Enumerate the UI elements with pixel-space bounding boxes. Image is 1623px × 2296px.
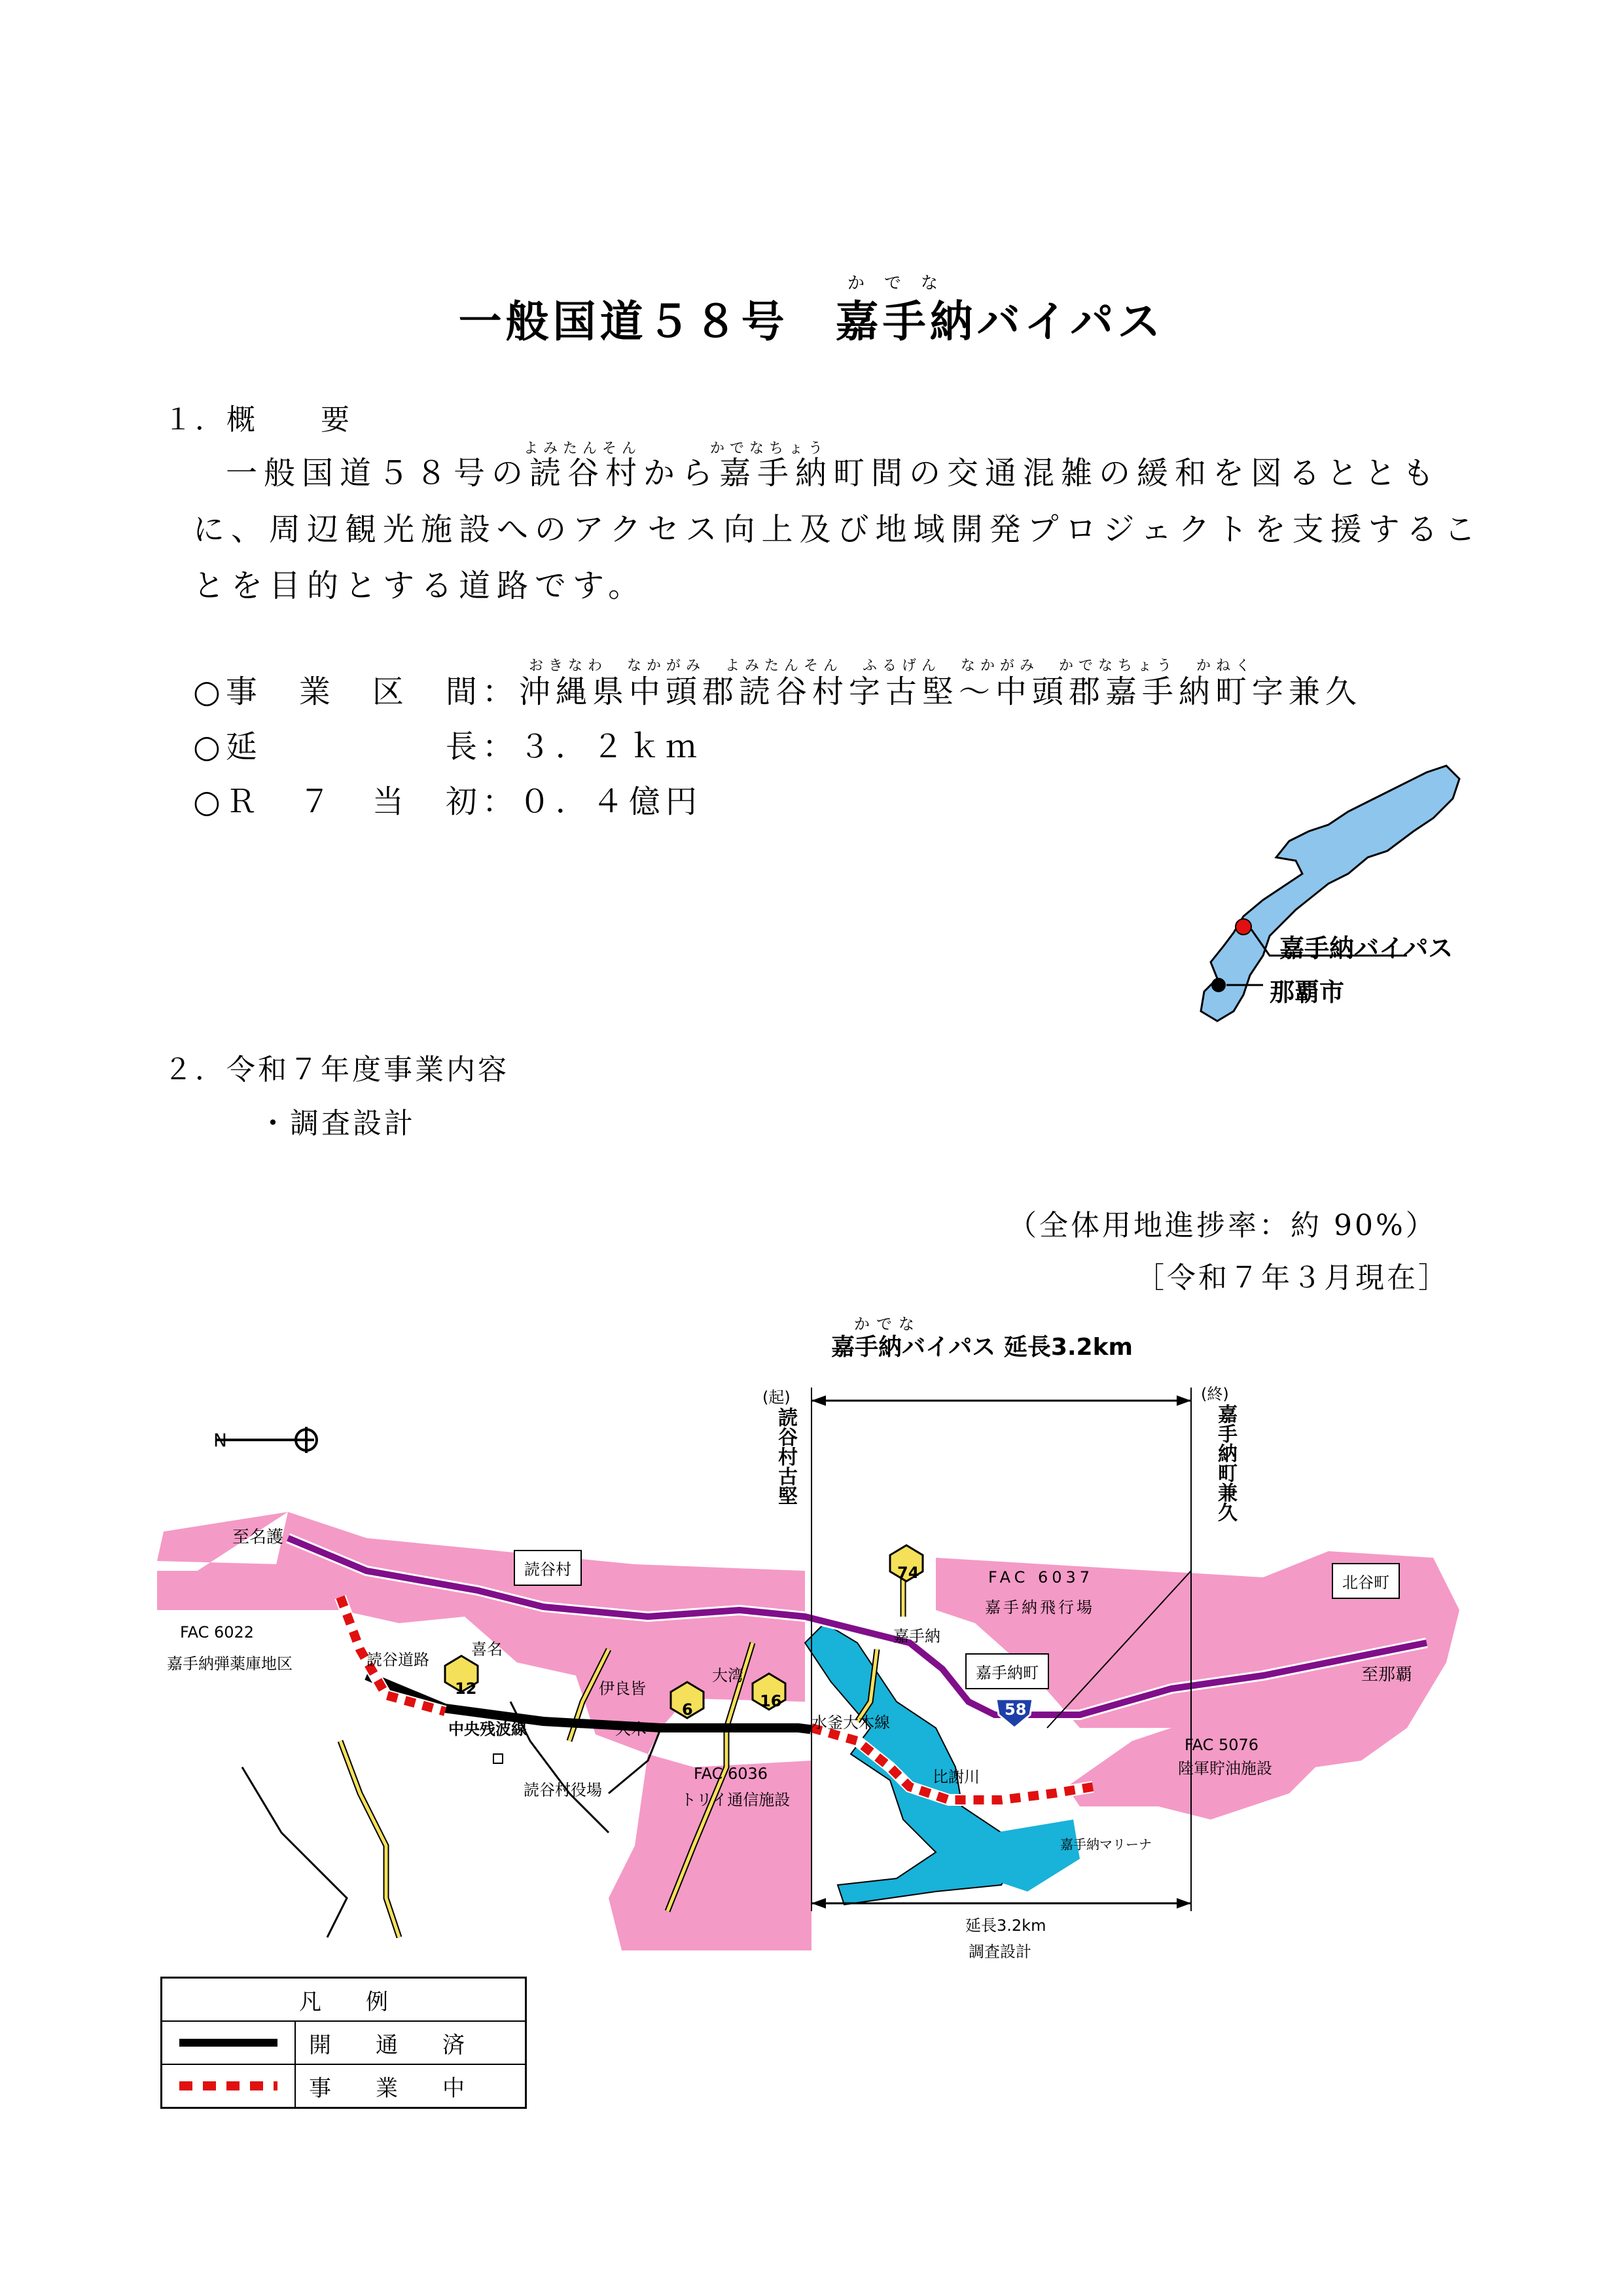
start-place: 読谷村古堅	[774, 1407, 797, 1505]
land-progress: （全体用地進捗率：約 90%）	[1008, 1209, 1437, 1242]
section2-item: ・調査設計	[259, 1107, 416, 1140]
legend-progress-swatch	[162, 2064, 296, 2108]
route-12-label: 12	[455, 1679, 477, 1698]
fac6036-code: FAC 6036	[694, 1765, 768, 1783]
section1-heading: １．概 要	[164, 403, 352, 437]
inset-label-bypass: 嘉手納バイパス	[1279, 934, 1454, 963]
route-58-label: 58	[1005, 1700, 1027, 1719]
naha-marker	[1211, 978, 1226, 992]
hijagawa: 比謝川	[933, 1768, 980, 1786]
fac5076-name: 陸軍貯油施設	[1178, 1759, 1272, 1778]
end-place: 嘉手納町兼久	[1214, 1404, 1237, 1522]
bypass-marker	[1236, 919, 1251, 935]
yomitan-office: 読谷村役場	[524, 1781, 602, 1799]
place-owan: 大湾	[712, 1666, 743, 1685]
place-iramina: 伊良皆	[599, 1679, 646, 1698]
fac6022-name: 嘉手納弾薬庫地区	[167, 1655, 293, 1673]
overview-line-2: に、周辺観光施設へのアクセス向上及び地域開発プロジェクトを支援するこ	[193, 511, 1482, 548]
page-title: 一般国道５８号 嘉手納バイパス	[458, 296, 1165, 347]
fac6036-name: トリイ通信施設	[681, 1791, 791, 1809]
fac6037-code: FAC 6037	[988, 1568, 1094, 1587]
spec-ruby: おきなわ なかがみ よみたんそん ふるげん なかがみ かでなちょう かねく	[529, 658, 1256, 674]
overview-line-1: 一般国道５８号の読谷村から嘉手納町間の交通混雑の緩和を図るととも	[226, 455, 1441, 492]
bottom-length: 延長3.2km	[965, 1916, 1046, 1935]
title-ruby: かでな	[847, 274, 958, 293]
overview-line-3: とを目的とする道路です。	[193, 567, 647, 604]
spec-section: ○事 業 区 間：沖縄県中頭郡読谷村字古堅～中頭郡嘉手納町字兼久	[193, 673, 1362, 710]
inset-label-naha: 那覇市	[1270, 978, 1345, 1007]
legend-opened-swatch	[162, 2021, 296, 2064]
place-ogi: 大木	[615, 1720, 647, 1738]
mizugama-line: 水釜大木線	[812, 1713, 890, 1732]
map-header: 嘉手納バイパス 延長3.2km	[831, 1334, 1133, 1361]
chatan-box: 北谷町	[1332, 1563, 1400, 1599]
route-map	[151, 1335, 1525, 1977]
route-74-label: 74	[897, 1564, 919, 1582]
marina: 嘉手納マリーナ	[1060, 1837, 1152, 1852]
to-naha: 至那覇	[1361, 1665, 1413, 1685]
legend-progress-label: 事 業 中	[295, 2064, 526, 2108]
place-kadena: 嘉手納	[893, 1627, 940, 1645]
map-header-ruby: かでな	[854, 1315, 921, 1333]
legend-table	[160, 1977, 527, 2109]
route-16-label: 16	[760, 1692, 782, 1710]
fac6037-name: 嘉手納飛行場	[985, 1598, 1095, 1617]
yomitan-box: 読谷村	[514, 1550, 582, 1586]
start-tag: (起)	[762, 1388, 791, 1407]
section2-heading: ２．令和７年度事業内容	[164, 1053, 509, 1086]
svg-text:N: N	[213, 1429, 227, 1451]
village-office-marker	[493, 1754, 503, 1763]
okinawa-inset-map	[1171, 759, 1499, 1060]
legend-title: 凡 例	[162, 1978, 526, 2022]
fac6022-code: FAC 6022	[180, 1623, 255, 1641]
ruby-kadenacho: かでなちょう	[710, 440, 829, 457]
ruby-yomitanson: よみたんそん	[524, 440, 642, 457]
place-kina: 喜名	[471, 1640, 503, 1659]
kadena-box: 嘉手納町	[965, 1653, 1049, 1689]
route-6-label: 6	[682, 1700, 693, 1719]
as-of-date: ［令和７年３月現在］	[1135, 1261, 1450, 1295]
north-arrow-icon	[213, 1427, 317, 1453]
fac5076-code: FAC 5076	[1185, 1736, 1259, 1754]
end-tag: (終)	[1201, 1385, 1229, 1403]
bottom-work: 調査設計	[969, 1943, 1031, 1961]
road-yomitan: 読谷道路	[366, 1651, 429, 1669]
to-nago: 至名護	[232, 1528, 284, 1547]
legend-opened-label: 開 通 済	[295, 2021, 526, 2064]
spec-length: ○延 長：３．２ｋｍ	[193, 728, 702, 765]
spec-budget: ○Ｒ ７ 当 初：０．４億円	[193, 783, 702, 820]
chuo-line: 中央残波線	[448, 1720, 527, 1738]
